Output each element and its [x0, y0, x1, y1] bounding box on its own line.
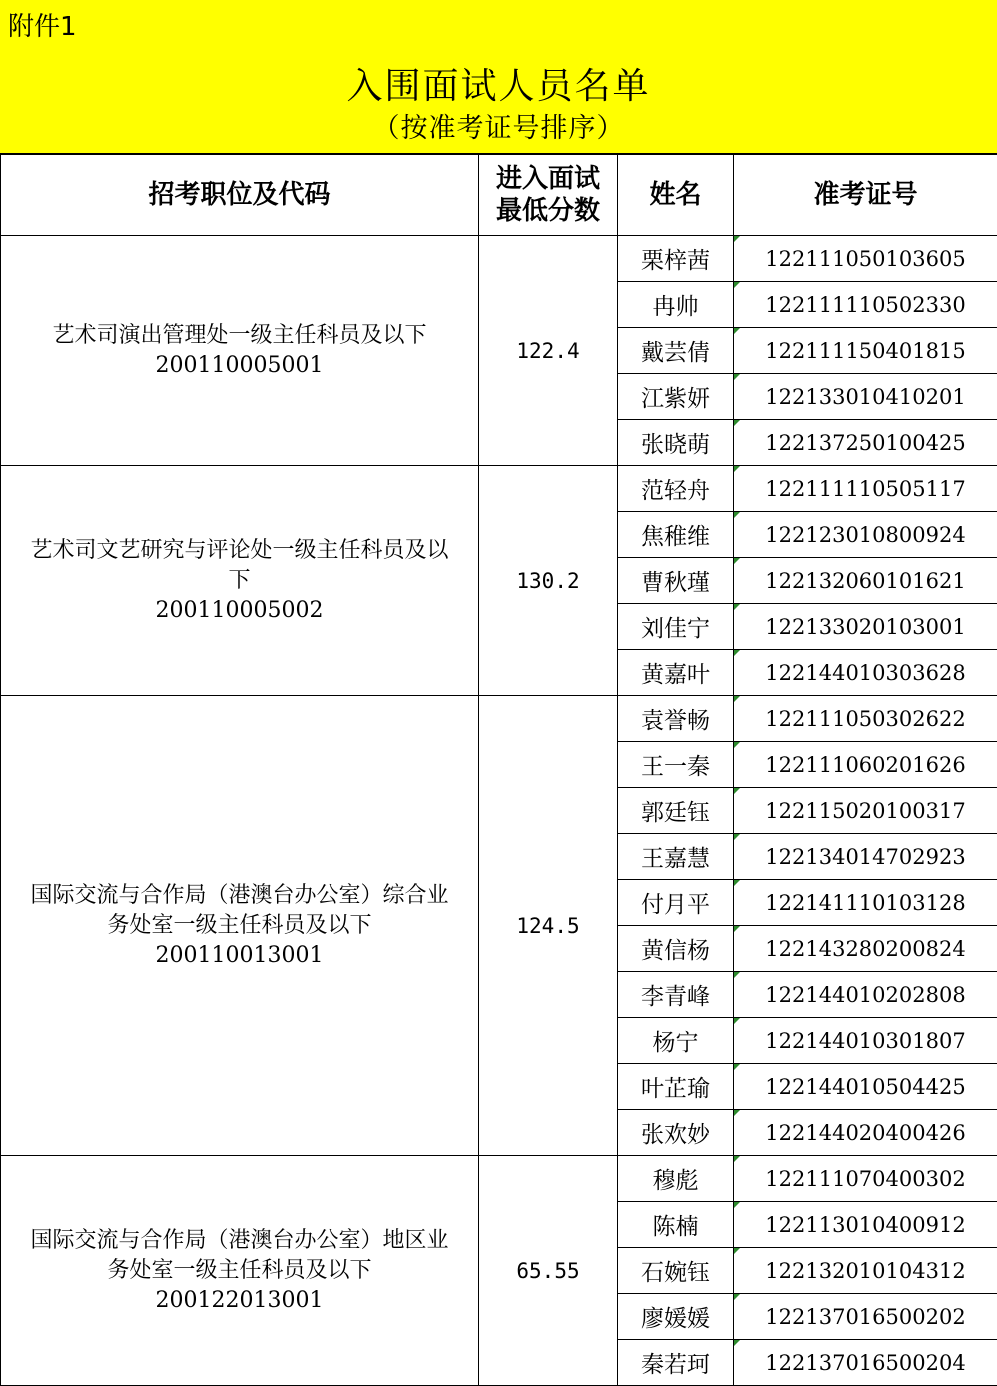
exam-number-cell: 122134014702923 — [734, 834, 997, 880]
position-line: 艺术司演出管理处一级主任科员及以下 — [9, 321, 470, 351]
page-title: 入围面试人员名单 — [0, 58, 997, 109]
exam-number-cell: 122133020103001 — [734, 604, 997, 650]
candidate-name-cell: 江紫妍 — [618, 374, 734, 420]
min-score-cell: 122.4 — [479, 236, 618, 466]
position-line: 国际交流与合作局（港澳台办公室）综合业 — [9, 881, 470, 911]
exam-number-cell: 122144010301807 — [734, 1018, 997, 1064]
exam-number-cell: 122111070400302 — [734, 1156, 997, 1202]
header-min-score-line1: 进入面试 — [479, 163, 617, 195]
header-name: 姓名 — [618, 155, 734, 236]
candidate-name-cell: 黄信杨 — [618, 926, 734, 972]
position-line: 艺术司文艺研究与评论处一级主任科员及以 — [9, 536, 470, 566]
exam-number-cell: 122111110505117 — [734, 466, 997, 512]
exam-number-cell: 122137016500202 — [734, 1294, 997, 1340]
position-cell — [1, 696, 479, 1156]
page-subtitle: （按准考证号排序） — [0, 106, 997, 145]
candidate-name-cell: 曹秋瑾 — [618, 558, 734, 604]
candidate-name-cell: 王嘉慧 — [618, 834, 734, 880]
exam-number-cell: 122144020400426 — [734, 1110, 997, 1156]
exam-number-cell: 122137016500204 — [734, 1340, 997, 1386]
candidate-name-cell: 穆彪 — [618, 1156, 734, 1202]
candidate-name-cell: 石婉钰 — [618, 1248, 734, 1294]
candidate-name-cell: 王一秦 — [618, 742, 734, 788]
header-min-score — [479, 155, 618, 236]
exam-number-cell: 122132060101621 — [734, 558, 997, 604]
candidate-name-cell: 郭廷钰 — [618, 788, 734, 834]
attachment-label: 附件1 — [8, 6, 77, 43]
min-score-cell: 130.2 — [479, 466, 618, 696]
table-body — [1, 236, 997, 1386]
candidate-name-cell: 刘佳宁 — [618, 604, 734, 650]
header-position: 招考职位及代码 — [1, 155, 479, 236]
page-header — [0, 0, 997, 154]
candidate-name-cell: 张欢妙 — [618, 1110, 734, 1156]
exam-number-cell: 122144010202808 — [734, 972, 997, 1018]
table-row — [1, 236, 997, 282]
table-header-row — [1, 155, 997, 236]
min-score-cell: 124.5 — [479, 696, 618, 1156]
candidate-name-cell: 栗梓茜 — [618, 236, 734, 282]
exam-number-cell: 122111050302622 — [734, 696, 997, 742]
exam-number-cell: 122141110103128 — [734, 880, 997, 926]
exam-number-cell: 122111060201626 — [734, 742, 997, 788]
candidate-name-cell: 付月平 — [618, 880, 734, 926]
exam-number-cell: 122113010400912 — [734, 1202, 997, 1248]
exam-number-cell: 122137250100425 — [734, 420, 997, 466]
exam-number-cell: 122133010410201 — [734, 374, 997, 420]
table-row — [1, 696, 997, 742]
exam-number-cell: 122144010303628 — [734, 650, 997, 696]
exam-number-cell: 122123010800924 — [734, 512, 997, 558]
header-exam-number: 准考证号 — [734, 155, 997, 236]
exam-number-cell: 122111050103605 — [734, 236, 997, 282]
candidate-name-cell: 叶芷瑜 — [618, 1064, 734, 1110]
candidate-name-cell: 黄嘉叶 — [618, 650, 734, 696]
position-line: 务处室一级主任科员及以下 — [9, 911, 470, 941]
candidate-table — [0, 154, 997, 1386]
position-cell — [1, 236, 479, 466]
position-cell — [1, 1156, 479, 1386]
table-row — [1, 1156, 997, 1202]
position-line: 200110013001 — [9, 941, 470, 971]
candidate-name-cell: 袁誉畅 — [618, 696, 734, 742]
candidate-name-cell: 范轻舟 — [618, 466, 734, 512]
header-min-score-line2: 最低分数 — [479, 195, 617, 227]
exam-number-cell: 122144010504425 — [734, 1064, 997, 1110]
candidate-name-cell: 李青峰 — [618, 972, 734, 1018]
exam-number-cell: 122111150401815 — [734, 328, 997, 374]
position-cell — [1, 466, 479, 696]
table-row — [1, 466, 997, 512]
exam-number-cell: 122115020100317 — [734, 788, 997, 834]
candidate-name-cell: 秦若珂 — [618, 1340, 734, 1386]
candidate-name-cell: 张晓萌 — [618, 420, 734, 466]
exam-number-cell: 122111110502330 — [734, 282, 997, 328]
position-line: 200110005001 — [9, 351, 470, 381]
position-line: 国际交流与合作局（港澳台办公室）地区业 — [9, 1226, 470, 1256]
candidate-name-cell: 冉帅 — [618, 282, 734, 328]
exam-number-cell: 122143280200824 — [734, 926, 997, 972]
candidate-name-cell: 廖媛媛 — [618, 1294, 734, 1340]
position-line: 下 — [9, 566, 470, 596]
min-score-cell: 65.55 — [479, 1156, 618, 1386]
exam-number-cell: 122132010104312 — [734, 1248, 997, 1294]
position-line: 200110005002 — [9, 596, 470, 626]
candidate-name-cell: 焦稚维 — [618, 512, 734, 558]
candidate-name-cell: 杨宁 — [618, 1018, 734, 1064]
candidate-name-cell: 戴芸倩 — [618, 328, 734, 374]
position-line: 务处室一级主任科员及以下 — [9, 1256, 470, 1286]
candidate-name-cell: 陈楠 — [618, 1202, 734, 1248]
position-line: 200122013001 — [9, 1286, 470, 1316]
